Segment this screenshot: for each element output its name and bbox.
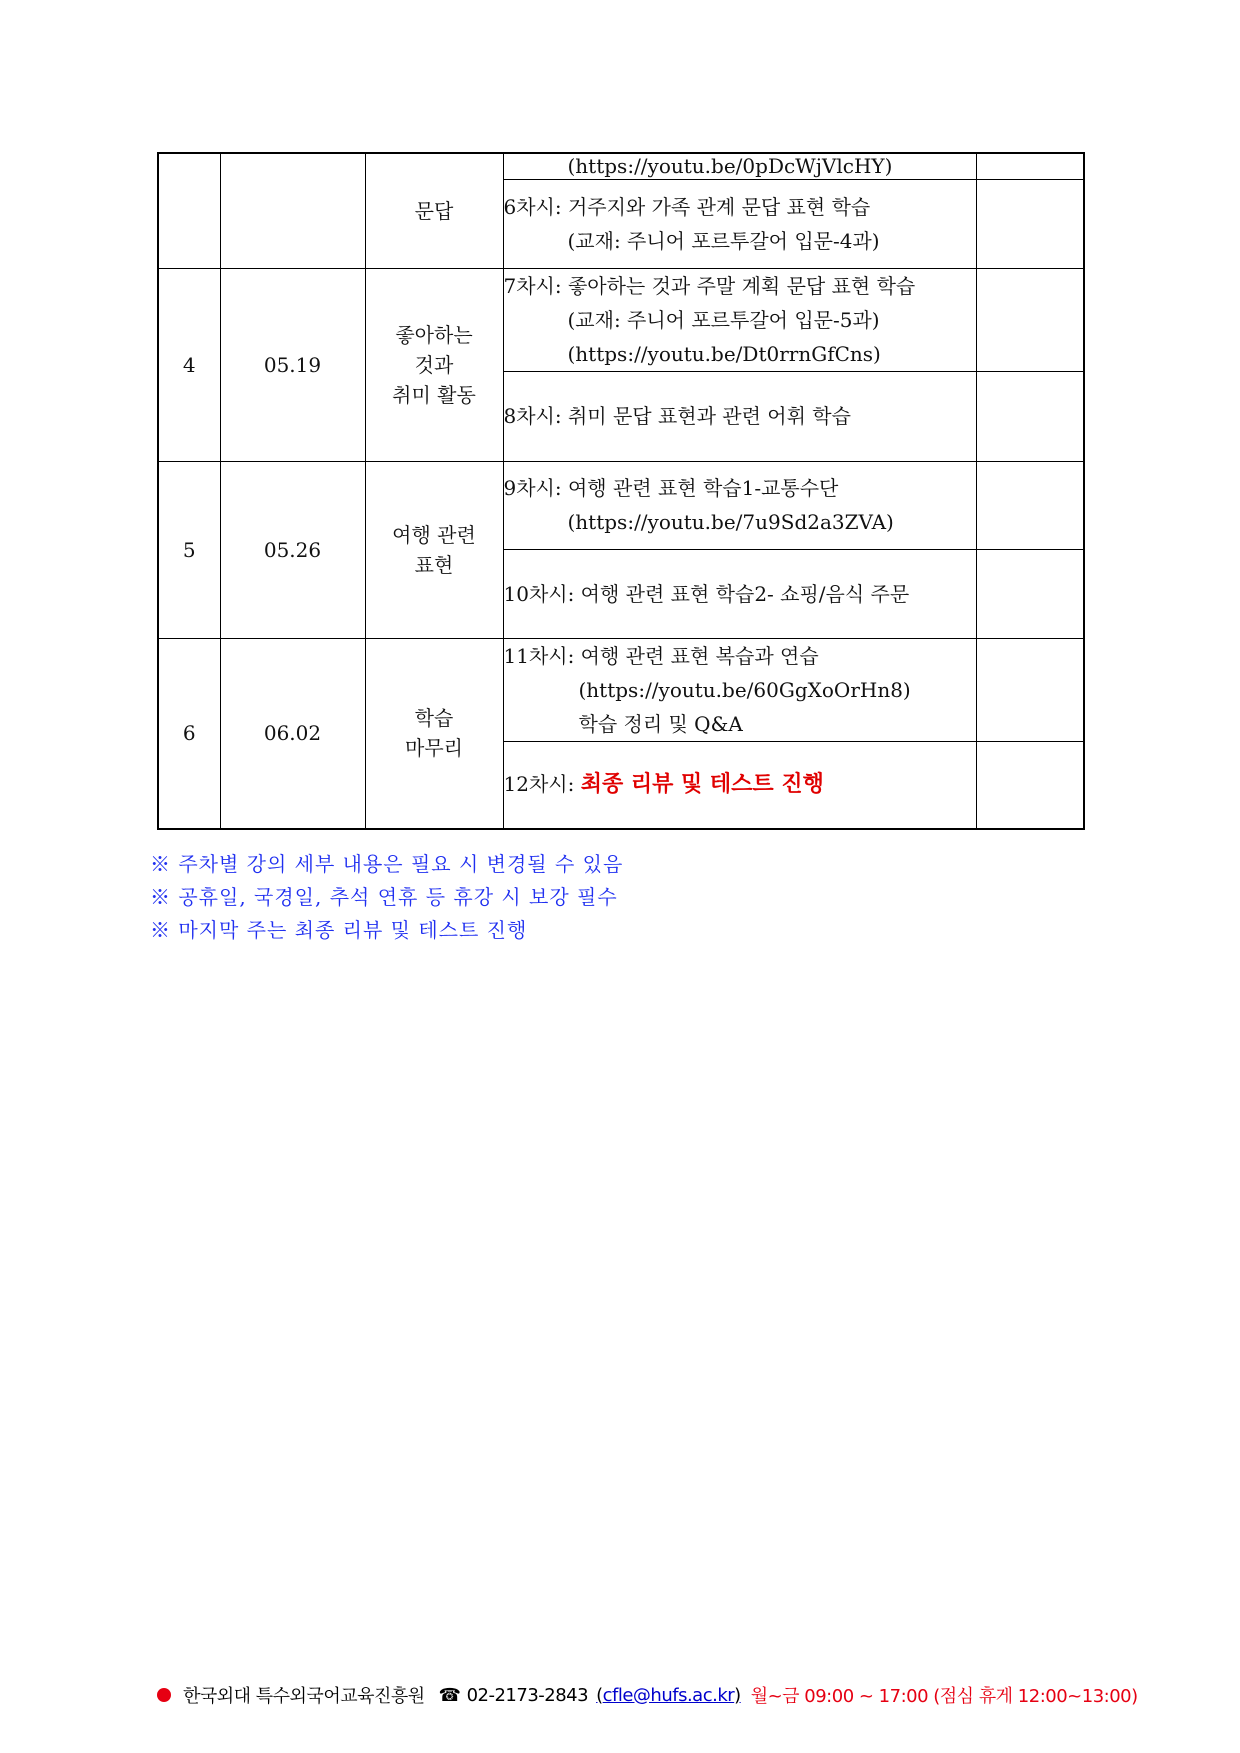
note-cell xyxy=(976,153,1084,179)
session-textbook: (교재: 주니어 포르투갈어 입문-5과) xyxy=(567,307,880,332)
week-cell: 4 xyxy=(158,268,220,461)
week-cell xyxy=(158,153,220,268)
session-title: 9차시: 여행 관련 표현 학습1-교통수단 xyxy=(503,476,839,500)
date-cell: 06.02 xyxy=(220,638,365,829)
date-cell: 05.19 xyxy=(220,268,365,461)
footer xyxy=(157,1680,1138,1710)
session-cell xyxy=(503,371,976,461)
session-title: 8차시: 취미 문답 표현과 관련 어휘 학습 xyxy=(503,404,851,428)
week-cell: 6 xyxy=(158,638,220,829)
session-textbook: (교재: 주니어 포르투갈어 입문-4과) xyxy=(567,228,880,253)
footer-phone: 02-2173-2843 xyxy=(466,1684,589,1706)
youtube-link[interactable]: (https://youtu.be/0pDcWjVlcHY) xyxy=(567,154,893,179)
table-row xyxy=(158,461,1084,549)
table-row xyxy=(158,153,1084,179)
note-cell xyxy=(976,741,1084,829)
topic-cell: 학습 마무리 xyxy=(365,638,503,829)
session-cell xyxy=(503,638,976,741)
topic-cell: 문답 xyxy=(365,153,503,268)
note-line: ※ 공휴일, 국경일, 추석 연휴 등 휴강 시 보강 필수 xyxy=(150,885,618,909)
notes-block xyxy=(150,848,623,947)
footer-email-link[interactable]: (cfle@hufs.ac.kr) xyxy=(596,1684,741,1706)
session-summary: 학습 정리 및 Q&A xyxy=(578,711,743,736)
table-row xyxy=(158,638,1084,741)
session-title: 6차시: 거주지와 가족 관계 문답 표현 학습 xyxy=(503,194,871,219)
date-cell: 05.26 xyxy=(220,461,365,638)
youtube-link[interactable]: (https://youtu.be/60GgXoOrHn8) xyxy=(578,677,911,702)
note-line: ※ 마지막 주는 최종 리뷰 및 테스트 진행 xyxy=(150,918,528,942)
note-cell xyxy=(976,638,1084,741)
topic-cell: 좋아하는 것과 취미 활동 xyxy=(365,268,503,461)
red-dot-icon xyxy=(157,1688,171,1702)
note-line: ※ 주차별 강의 세부 내용은 필요 시 변경될 수 있음 xyxy=(150,852,624,876)
session-title: 11차시: 여행 관련 표현 복습과 연습 xyxy=(503,643,819,668)
session-title: 7차시: 좋아하는 것과 주말 계획 문답 표현 학습 xyxy=(503,273,916,298)
session-cell xyxy=(503,153,976,179)
note-cell xyxy=(976,461,1084,549)
final-review-highlight: 최종 리뷰 및 테스트 진행 xyxy=(580,772,824,798)
phone-icon: ☎ xyxy=(438,1684,461,1706)
youtube-link[interactable]: (https://youtu.be/7u9Sd2a3ZVA) xyxy=(567,510,894,534)
note-cell xyxy=(976,549,1084,638)
session-title: 12차시: xyxy=(503,772,581,797)
session-cell xyxy=(503,268,976,371)
topic-cell: 여행 관련 표현 xyxy=(365,461,503,638)
session-cell xyxy=(503,549,976,638)
table-row xyxy=(158,268,1084,371)
note-cell xyxy=(976,179,1084,268)
footer-org: 한국외대 특수외국어교육진흥원 xyxy=(183,1686,425,1707)
session-title: 10차시: 여행 관련 표현 학습2- 쇼핑/음식 주문 xyxy=(503,581,910,606)
session-cell xyxy=(503,179,976,268)
note-cell xyxy=(976,371,1084,461)
schedule-table xyxy=(157,152,1085,830)
note-cell xyxy=(976,268,1084,371)
week-cell: 5 xyxy=(158,461,220,638)
date-cell xyxy=(220,153,365,268)
youtube-link[interactable]: (https://youtu.be/Dt0rrnGfCns) xyxy=(567,341,881,366)
session-cell xyxy=(503,741,976,829)
footer-hours: 월~금 09:00 ~ 17:00 (점심 휴게 12:00~13:00) xyxy=(750,1686,1138,1707)
session-cell xyxy=(503,461,976,549)
